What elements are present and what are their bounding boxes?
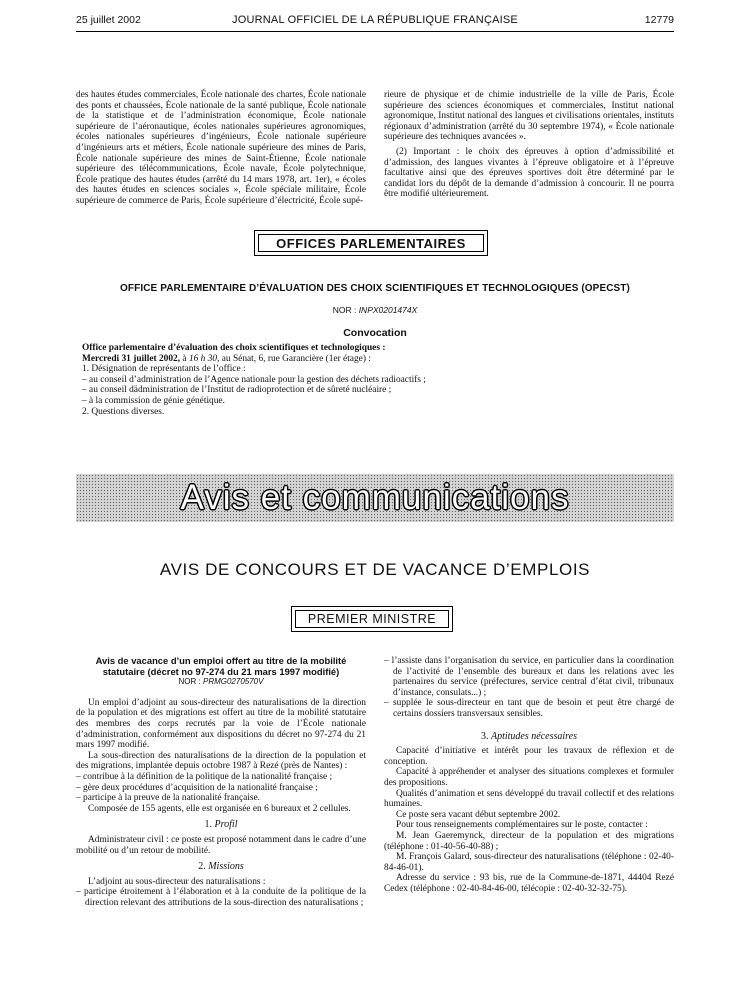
- meeting-time: 16 h 30,: [188, 353, 220, 364]
- aptitude-item: M. François Galard, sous-directeur des naturalisations (téléphone : 02-40-84-46-01).: [384, 852, 674, 873]
- agenda-item: 2. Questions diverses.: [82, 406, 165, 417]
- agenda-item: 1. Désignation de représentants de l’office :: [82, 364, 246, 375]
- agenda-item: – au conseil dädministration de l’Institut de radioprotection et de sûreté nucléaire ;: [82, 385, 392, 396]
- top-left-paragraph: des hautes études commerciales, École nationale des chartes, École nationale des ponts et chaussées, École nationale de la santé publique, École nationale de la statistique et de l’administration économique, École nationale supérieure de l’aéronautique, écoles nationales supérieures agronomiques, écoles nationales supérieures d’ingénieurs, École nationale supérieure d’ingénieurs arts et métiers, École nationale supérieure des mines de Paris, École nationale supérieure des mines de Saint-Étienne, École nationale supérieure des télécommunications, École navale, École polytechnique, École pratique des hautes études (arrêté du 14 mars 1978, art. 1er), « écoles des hautes études en sciences sociales », École spéciale militaire, École supérieure de commerce de Paris, École supérieure d’électricité, École supé-: [76, 90, 366, 206]
- aptitude-item: Ce poste sera vacant début septembre 2002.: [396, 809, 561, 820]
- aptitude-item: Capacité d’initiative et intérêt pour les travaux de réflexion et de conception.: [384, 746, 674, 767]
- notice-composition: Composée de 155 agents, elle est organisée en 6 bureaux et 2 cellules.: [88, 803, 351, 814]
- agenda-item: – au conseil d’administration de l’Agence nationale pour la gestion des déchets radioactifs ;: [82, 374, 426, 385]
- aptitude-item: Pour tous renseignements complémentaires sur le poste, contacter :: [396, 820, 648, 831]
- issue-date: 25 juillet 2002: [76, 14, 141, 26]
- subdir-item: – gère deux procédures d’acquisition de la nationalité française ;: [76, 782, 318, 793]
- office-nor-value: INPX0201474X: [358, 305, 418, 315]
- notice-right-column: [384, 656, 674, 894]
- office-line: Office parlementaire d’évaluation des choix scientifiques et technologiques :: [82, 343, 386, 353]
- meeting-at: à: [182, 353, 187, 364]
- meeting-place: au Sénat, 6, rue Garancière (1er étage) :: [221, 353, 371, 364]
- missions-heading-text: 2. Missions: [198, 861, 244, 873]
- office-nor-label: NOR :: [332, 305, 357, 315]
- aptitudes-heading: [384, 732, 674, 743]
- page-header: [76, 14, 674, 32]
- header-rule: [76, 31, 674, 32]
- notice-nor-label: NOR :: [178, 677, 201, 687]
- mission-item: – l’assiste dans l’organisation du service, en particulier dans la coordination de l’activité de l’ensemble des bureaux et dans les relations avec les partenaires du service (préfectures, service central d’état civil, tribunaux d’instance, consulats...) ;: [384, 656, 674, 698]
- mission-item: – supplée le sous-directeur en tant que de besoin et peut être chargé de certains dossiers transversaux sensibles.: [384, 698, 674, 719]
- notice-left-column: [76, 656, 366, 908]
- office-nor: [76, 305, 674, 315]
- convocation-heading: Convocation: [343, 327, 407, 339]
- convocation-body: [82, 343, 674, 417]
- top-right-paragraph-1: rieure de physique et de chimie industrielle de la ville de Paris, École supérieure des sciences économiques et commerciales, Institut national agronomique, Institut national des langues et civilisations orientales, instituts régionaux d’administration (arrêté du 30 septembre 1974), « École nationale supérieure des techniques avancées ».: [384, 90, 674, 143]
- page-number: 12779: [644, 14, 674, 26]
- top-right-paragraph-2: (2) Important : le choix des épreuves à option d’admissibilité et d’admission, des langues vivantes à l’épreuve obligatoire et à l’épreuve facultative ainsi que des épreuves sportives doit être déterminé par le candidat lors du dépôt de la demande d’admission à concourir. Il ne pourra être modifié ultérieurement.: [384, 146, 674, 200]
- aptitude-item: M. Jean Gaeremynck, directeur de la population et des migrations (téléphone : 01-40-56-40-88) ;: [384, 830, 674, 852]
- notice-nor: [76, 677, 366, 688]
- aptitude-item: Qualités d’animation et sens développé du travail collectif et des relations humaines.: [384, 788, 674, 810]
- aptitudes-heading-text: 3. Aptitudes nécessaires: [480, 730, 577, 742]
- offices-box-title: OFFICES PARLEMENTAIRES: [258, 234, 484, 252]
- notice-subdir: La sous-direction des naturalisations de la direction de la population et des migrations, implantée depuis octobre 1987 à Rezé (près de Nantes) :: [76, 750, 366, 772]
- banner-title: Avis et communications: [180, 478, 570, 517]
- meeting-date: Mercredi 31 juillet 2002,: [82, 353, 181, 364]
- missions-intro: L’adjoint au sous-directeur des naturalisations :: [88, 876, 266, 887]
- notice-nor-value: PRMG0270570V: [202, 677, 264, 687]
- aptitude-item: Capacité à appréhender et analyser des situations complexes et formuler des propositions.: [384, 767, 674, 788]
- agenda-item: – à la commission de génie génétique.: [82, 395, 225, 406]
- office-title: OFFICE PARLEMENTAIRE D’ÉVALUATION DES CHOIX SCIENTIFIQUES ET TECHNOLOGIQUES (OPECST): [120, 283, 630, 294]
- notice-intro: Un emploi d’adjoint au sous-directeur des naturalisations de la direction de la population et des migrations est offert au titre de la mobilité statutaire des membres des corps recrutés par la voie de l’École nationale d’administration, conformément aux dispositions du décret no 97-274 du 21 mars 1997 modifié.: [76, 697, 366, 751]
- section-banner: [76, 474, 674, 522]
- profil-heading: [76, 820, 366, 831]
- meeting-line: [82, 354, 674, 365]
- subdir-item: – contribue à la définition de la politique de la nationalité française ;: [76, 771, 333, 782]
- top-right-column: [384, 90, 674, 200]
- aptitude-item: Adresse du service : 93 bis, rue de la Commune-de-1871, 44404 Rezé Cedex (téléphone : 02-40-84-46-00, télécopie : 02-40-32-32-75).: [384, 873, 674, 894]
- missions-heading: [76, 862, 366, 873]
- mission-item: – participe étroitement à l’élaboration et à la conduite de la politique de la direction relevant des attributions de la sous-direction des naturalisations ;: [76, 887, 366, 908]
- notice-title: Avis de vacance d’un emploi offert au titre de la mobilité statutaire (décret no 97-274 du 21 mars 1997 modifié): [95, 655, 347, 677]
- top-left-column: [76, 90, 366, 207]
- subdir-item: – participe à la preuve de la nationalité française.: [76, 793, 261, 804]
- ministry-box: [291, 606, 453, 632]
- profil-text: Administrateur civil : ce poste est proposé notamment dans le cadre d’une mobilité ou d’un retour de mobilité.: [76, 834, 366, 856]
- journal-title: JOURNAL OFFICIEL DE LA RÉPUBLIQUE FRANÇAISE: [232, 14, 518, 26]
- ministry-box-title: PREMIER MINISTRE: [295, 610, 449, 628]
- section-title: AVIS DE CONCOURS ET DE VACANCE D’EMPLOIS: [159, 560, 591, 579]
- profil-heading-text: 1. Profil: [204, 819, 238, 831]
- offices-box: [254, 230, 488, 256]
